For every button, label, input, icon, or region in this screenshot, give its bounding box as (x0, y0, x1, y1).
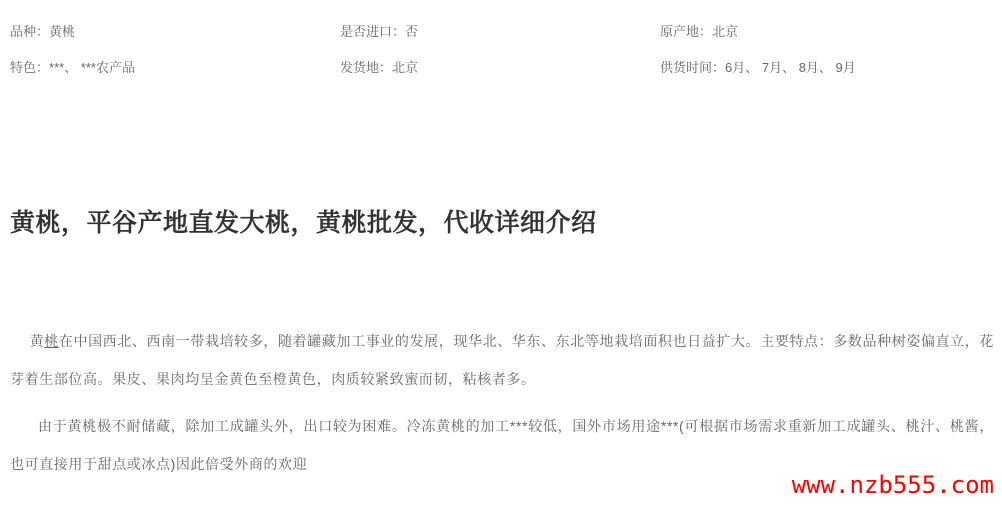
detail-title: 黄桃，平谷产地直发大桃，黄桃批发，代收详细介绍 (10, 208, 597, 237)
intro-paragraph-2: 由于黄桃极不耐储藏，除加工成罐头外，出口较为困难。冷冻黄桃的加工***较低，国外市场用途***(可根据市场需求重新加工成罐头、桃汁、桃酱，也可直接用于甜点或冰点)因此倍受外商的欢迎 (10, 418, 994, 472)
attr-supply-months-label: 供货时间： (660, 60, 726, 75)
attr-ship-from-label: 发货地： (340, 60, 393, 75)
attr-supply-months-value: 6月、 7月、 8月、 9月 (725, 60, 856, 75)
attr-variety-value: 黄桃 (49, 24, 76, 39)
attr-ship-from-value: 北京 (392, 60, 419, 75)
attr-imported-value: 否 (405, 24, 419, 39)
attr-ship-from (340, 60, 660, 75)
intro-paragraph-1 (10, 322, 994, 398)
product-attributes (10, 24, 1002, 75)
attr-variety-label: 品种： (10, 24, 50, 39)
attr-origin-label: 原产地： (660, 24, 713, 39)
attr-features-label: 特色： (10, 60, 50, 75)
attr-features-value: ***、 ***农产品 (49, 60, 135, 75)
peach-keyword-link[interactable]: 桃 (44, 333, 59, 349)
site-watermark: www.nzb555.com (791, 471, 994, 499)
attr-features (10, 60, 340, 75)
attr-variety (10, 24, 340, 39)
paragraph1-prefix: 黄 (29, 333, 45, 349)
attr-imported-label: 是否进口： (340, 24, 406, 39)
attr-imported (340, 24, 660, 39)
attr-origin (660, 24, 1002, 39)
paragraph1-rest: 在中国西北、西南一带栽培较多，随着罐藏加工事业的发展，现华北、华东、东北等地栽培面积也日益扩大。主要特点：多数品种树姿偏直立，花芽着生部位高。果皮、果肉均呈金黄色至橙黄色，肉质较紧致蜜而韧，粘核者多。 (10, 333, 994, 387)
attr-supply-months (660, 60, 1002, 75)
product-description (10, 322, 994, 483)
attr-origin-value: 北京 (712, 24, 739, 39)
